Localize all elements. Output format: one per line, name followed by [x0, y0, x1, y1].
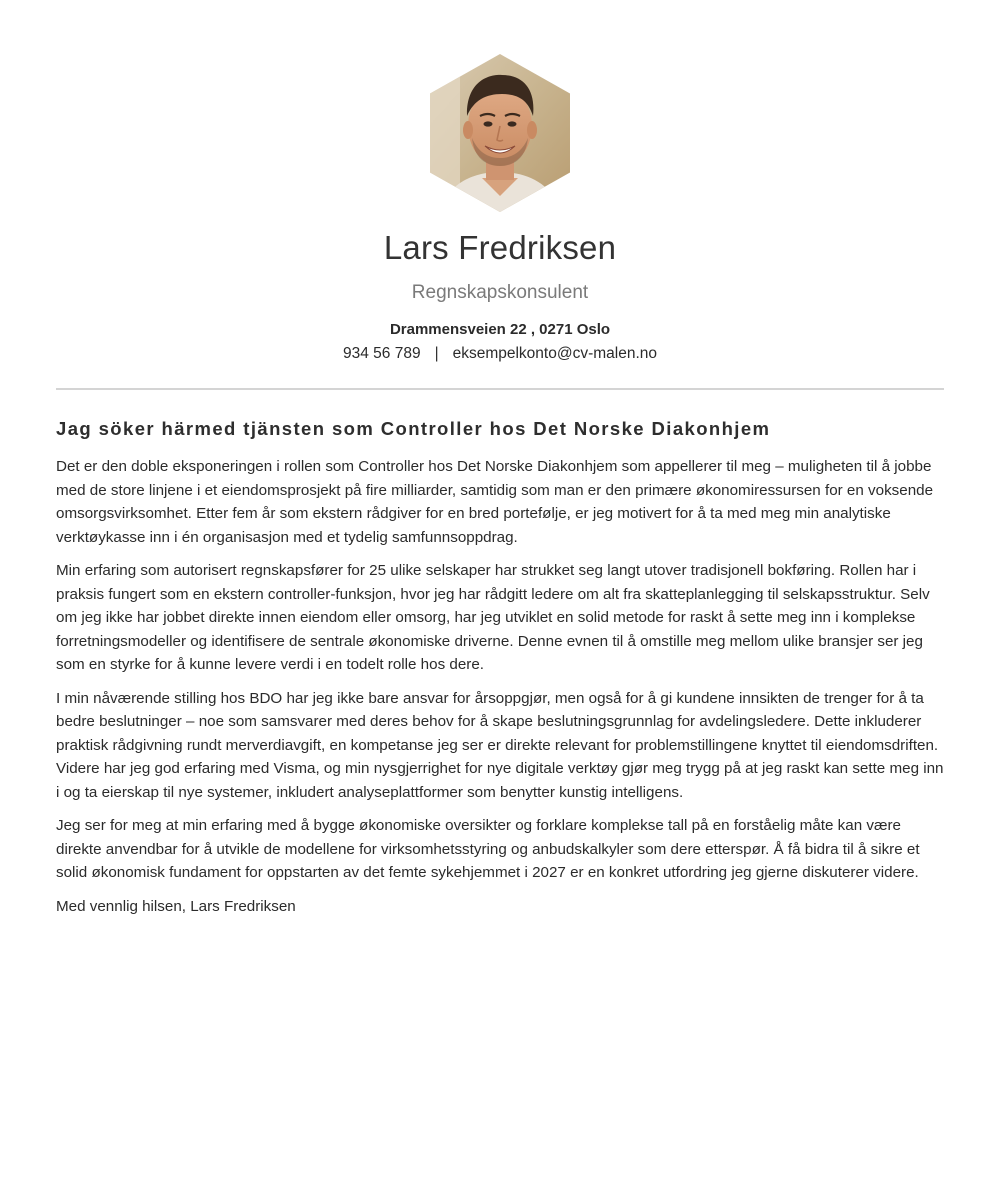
letter-body: [56, 455, 944, 885]
phone-number: 934 56 789: [342, 345, 421, 362]
letter-paragraph: Jeg ser for meg at min erfaring med å bygge økonomiske oversikter og forklare komplekse tall på en forståelig måte kan være direkte anvendbar for å utvikle de modellene for virksomhetsstyring og anbudskalkyler som dere etterspør. Å få bidra til å sikre et solid økonomisk fundament for oppstarten av det femte sykehjemmet i 2027 er en konkret utfordring jeg gjerne diskuterer videre.: [56, 817, 920, 881]
portrait-photo: [430, 54, 570, 212]
letter-closing: Med vennlig hilsen, Lars Fredriksen: [56, 897, 296, 915]
profile-header: [56, 0, 944, 364]
applicant-name: Lars Fredriksen: [383, 229, 617, 266]
header-divider: [56, 388, 944, 390]
letter-paragraph: Min erfaring som autorisert regnskapsfører for 25 ulike selskaper har strukket seg langt utover tradisjonell bokføring. Rollen har i praksis fungert som en ekstern controller-funksjon, hvor jeg har rådgitt ledere om alt fra skatteplanlegging til selskapsstruktur. Selv om jeg ikke har jobbet direkte innen eiendom eller omsorg, har jeg utviklet en solid metode for raskt å sette meg inn i komplekse forretningsmodeller og identifisere de sentrale økonomiske driverne. Denne evnen til å omstille meg mellom ulike bransjer ser jeg som en styrke for å kunne levere verdi i en todelt rolle hos dere.: [56, 562, 930, 673]
letter-heading: Jag söker härmed tjänsten som Controller hos Det Norske Diakonhjem: [56, 418, 771, 439]
contact-separator: |: [434, 345, 439, 362]
letter-paragraph: Det er den doble eksponeringen i rollen som Controller hos Det Norske Diakonhjem som appellerer til meg – muligheten til å jobbe med de store linjene i et eiendomsprosjekt på fire milliarder, samtidig som man er den primære økonomiressursen for en voksende omsorgsvirksomhet. Etter fem år som ekstern rådgiver for en bred portefølje, er jeg motivert for å ta med meg min analytiske verktøykasse inn i én organisasjon med et tydelig samfunnsoppdrag.: [56, 458, 934, 546]
letter-paragraph: I min nåværende stilling hos BDO har jeg ikke bare ansvar for årsoppgjør, men også for å gi kundene innsikten de trenger for å ta bedre beslutninger – noe som samsvarer med deres behov for å skape beslutningsgrunnlag for avdelingsledere. Dette inkluderer praktisk rådgivning rundt merverdiavgift, en kompetanse jeg ser er direkte relevant for problemstillingene knyttet til eiendomsdriften. Videre har jeg god erfaring med Visma, og min nysgjerrighet for nye digitale verktøy gjør meg trygg på at jeg raskt kan sette meg inn i og ta eierskap til nye systemer, inkludert analyseplattformer som benytter kunstig intelligens.: [56, 689, 944, 801]
applicant-title: Regnskapskonsulent: [411, 282, 589, 303]
email-address: eksempelkonto@cv-malen.no: [452, 345, 658, 362]
contact-line: [56, 344, 944, 364]
applicant-address: Drammensveien 22 , 0271 Oslo: [389, 321, 611, 338]
